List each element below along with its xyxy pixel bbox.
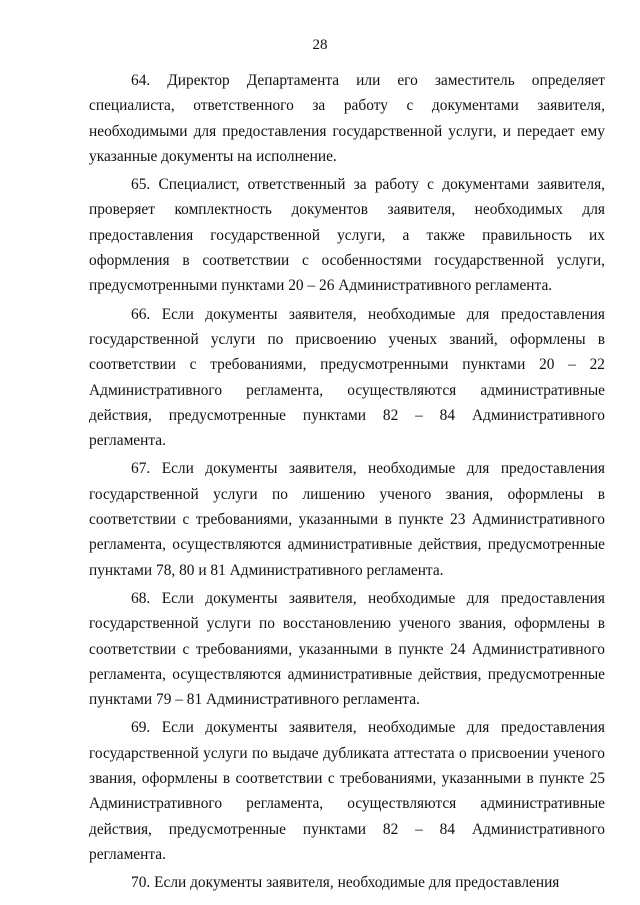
paragraph-67: 67. Если документы заявителя, необходимые для предоставления государственной услуги по лишению ученого звания, оформлены в соответствии с требованиями, указанными в пункте 23 Административного регламента, осуществляются административные действия, предусмотренные пунктами 78, 80 и 81 Административного регламента. bbox=[89, 460, 605, 579]
paragraph-69: 69. Если документы заявителя, необходимые для предоставления государственной услуги по выдаче дубликата аттестата о присвоении ученого звания, оформлены в соответствии с требованиями, указанными в пункте 25 Административного регламента, осуществляются административные действия, предусмотренные пунктами 82 – 84 Административного регламента. bbox=[89, 719, 605, 863]
paragraph-68: 68. Если документы заявителя, необходимые для предоставления государственной услуги по восстановлению ученого звания, оформлены в соответствии с требованиями, указанными в пункте 24 Административного регламента, осуществляются административные действия, предусмотренные пунктами 79 – 81 Административного регламента. bbox=[89, 589, 605, 709]
document-body bbox=[89, 68, 605, 896]
paragraph-65: 65. Специалист, ответственный за работу с документами заявителя, проверяет комплектность документов заявителя, необходимых для предоставления государственной услуги, а также правильность их оформления в соответствии с особенностями государственной услуги, предусмотренными пунктами 20 – 26 Административного регламента. bbox=[89, 176, 605, 295]
paragraph-70: 70. Если документы заявителя, необходимые для предоставления bbox=[131, 874, 560, 892]
paragraph-64: 64. Директор Департамента или его заместитель определяет специалиста, ответственного за работу с документами заявителя, необходимыми для предоставления государственной услуги, и передает ему указанные документы на исполнение. bbox=[89, 72, 605, 165]
page-number: 28 bbox=[312, 37, 328, 53]
paragraph-66: 66. Если документы заявителя, необходимые для предоставления государственной услуги по присвоению ученых званий, оформлены в соответствии с требованиями, предусмотренными пунктами 20 – 22 Административного регламента, осуществляются административные действия, предусмотренные пунктами 82 – 84 Административного регламента. bbox=[89, 305, 605, 450]
